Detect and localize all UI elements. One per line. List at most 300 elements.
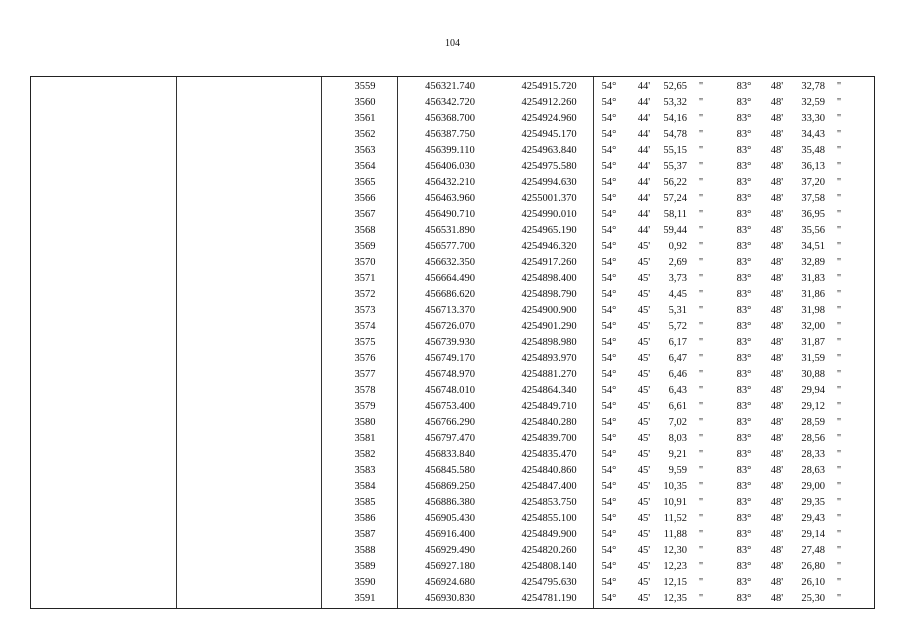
latitude-seconds-mark: " (698, 513, 704, 524)
longitude-degrees: 83° (736, 129, 752, 140)
point-number: 3576 (354, 353, 376, 364)
longitude-seconds-mark: " (836, 289, 842, 300)
longitude-degrees: 83° (736, 593, 752, 604)
longitude-minutes: 48' (770, 209, 784, 220)
latitude-minutes: 45' (637, 241, 651, 252)
x-coordinate: 456632.350 (425, 257, 475, 268)
point-number: 3561 (354, 113, 376, 124)
longitude-degrees: 83° (736, 161, 752, 172)
longitude-seconds: 29,43 (801, 513, 825, 524)
longitude-seconds-mark: " (836, 209, 842, 220)
latitude-degrees: 54° (601, 145, 617, 156)
longitude-seconds: 34,43 (801, 129, 825, 140)
longitude-seconds: 32,59 (801, 97, 825, 108)
longitude-degrees: 83° (736, 529, 752, 540)
x-coordinate: 456886.380 (425, 497, 475, 508)
longitude-seconds-mark: " (836, 241, 842, 252)
latitude-minutes: 45' (637, 561, 651, 572)
latitude-degrees: 54° (601, 353, 617, 364)
latitude-degrees: 54° (601, 241, 617, 252)
longitude-seconds: 33,30 (801, 113, 825, 124)
longitude-degrees: 83° (736, 577, 752, 588)
latitude-seconds-mark: " (698, 593, 704, 604)
x-coordinate: 456664.490 (425, 273, 475, 284)
y-coordinate: 4254849.710 (521, 401, 577, 412)
longitude-minutes: 48' (770, 513, 784, 524)
latitude-minutes: 44' (637, 209, 651, 220)
latitude-seconds-mark: " (698, 433, 704, 444)
x-coordinate: 456399.110 (425, 145, 475, 156)
longitude-minutes: 48' (770, 337, 784, 348)
longitude-seconds-mark: " (836, 481, 842, 492)
latitude-seconds: 5,72 (668, 321, 687, 332)
longitude-seconds-mark: " (836, 433, 842, 444)
latitude-seconds: 6,47 (668, 353, 687, 364)
longitude-seconds: 31,98 (801, 305, 825, 316)
latitude-seconds: 10,91 (663, 497, 687, 508)
y-coordinate: 4254847.400 (521, 481, 577, 492)
latitude-minutes: 45' (637, 369, 651, 380)
x-coordinate: 456927.180 (425, 561, 475, 572)
latitude-seconds: 54,78 (663, 129, 687, 140)
x-coordinate: 456905.430 (425, 513, 475, 524)
longitude-degrees: 83° (736, 209, 752, 220)
latitude-seconds: 12,35 (663, 593, 687, 604)
y-coordinate: 4254898.400 (521, 273, 577, 284)
longitude-degrees: 83° (736, 561, 752, 572)
longitude-seconds-mark: " (836, 113, 842, 124)
x-coordinate: 456748.970 (425, 369, 475, 380)
point-number: 3590 (354, 577, 376, 588)
table-row (31, 303, 874, 319)
y-coordinate: 4254945.170 (521, 129, 577, 140)
longitude-degrees: 83° (736, 305, 752, 316)
longitude-minutes: 48' (770, 177, 784, 188)
longitude-seconds-mark: " (836, 225, 842, 236)
table-row (31, 207, 874, 223)
latitude-seconds-mark: " (698, 417, 704, 428)
y-coordinate: 4254840.280 (521, 417, 577, 428)
longitude-seconds-mark: " (836, 417, 842, 428)
longitude-seconds: 26,80 (801, 561, 825, 572)
longitude-minutes: 48' (770, 529, 784, 540)
longitude-degrees: 83° (736, 369, 752, 380)
table-row (31, 431, 874, 447)
point-number: 3588 (354, 545, 376, 556)
longitude-seconds: 26,10 (801, 577, 825, 588)
latitude-degrees: 54° (601, 545, 617, 556)
y-coordinate: 4254820.260 (521, 545, 577, 556)
longitude-minutes: 48' (770, 129, 784, 140)
longitude-degrees: 83° (736, 385, 752, 396)
longitude-minutes: 48' (770, 561, 784, 572)
longitude-seconds: 36,13 (801, 161, 825, 172)
latitude-degrees: 54° (601, 481, 617, 492)
latitude-seconds: 55,15 (663, 145, 687, 156)
y-coordinate: 4254864.340 (521, 385, 577, 396)
longitude-degrees: 83° (736, 465, 752, 476)
longitude-minutes: 48' (770, 369, 784, 380)
latitude-degrees: 54° (601, 401, 617, 412)
longitude-degrees: 83° (736, 433, 752, 444)
latitude-degrees: 54° (601, 465, 617, 476)
longitude-degrees: 83° (736, 241, 752, 252)
x-coordinate: 456531.890 (425, 225, 475, 236)
latitude-seconds: 12,15 (663, 577, 687, 588)
longitude-minutes: 48' (770, 241, 784, 252)
latitude-minutes: 44' (637, 145, 651, 156)
latitude-degrees: 54° (601, 177, 617, 188)
table-row (31, 223, 874, 239)
latitude-seconds-mark: " (698, 305, 704, 316)
latitude-minutes: 44' (637, 129, 651, 140)
longitude-seconds-mark: " (836, 273, 842, 284)
table-row (31, 239, 874, 255)
latitude-minutes: 44' (637, 177, 651, 188)
longitude-degrees: 83° (736, 337, 752, 348)
point-number: 3574 (354, 321, 376, 332)
longitude-seconds-mark: " (836, 497, 842, 508)
latitude-seconds-mark: " (698, 353, 704, 364)
latitude-minutes: 45' (637, 273, 651, 284)
point-number: 3564 (354, 161, 376, 172)
longitude-degrees: 83° (736, 289, 752, 300)
latitude-minutes: 44' (637, 113, 651, 124)
point-number: 3571 (354, 273, 376, 284)
longitude-minutes: 48' (770, 273, 784, 284)
longitude-seconds: 31,86 (801, 289, 825, 300)
table-row (31, 127, 874, 143)
longitude-seconds: 29,14 (801, 529, 825, 540)
longitude-degrees: 83° (736, 321, 752, 332)
table-row (31, 175, 874, 191)
point-number: 3566 (354, 193, 376, 204)
table-row (31, 543, 874, 559)
latitude-seconds-mark: " (698, 369, 704, 380)
table-row (31, 463, 874, 479)
longitude-minutes: 48' (770, 401, 784, 412)
longitude-minutes: 48' (770, 497, 784, 508)
latitude-seconds-mark: " (698, 193, 704, 204)
table-row (31, 319, 874, 335)
latitude-degrees: 54° (601, 161, 617, 172)
x-coordinate: 456924.680 (425, 577, 475, 588)
longitude-seconds-mark: " (836, 385, 842, 396)
latitude-minutes: 45' (637, 321, 651, 332)
point-number: 3559 (354, 81, 376, 92)
longitude-seconds: 28,63 (801, 465, 825, 476)
longitude-minutes: 48' (770, 257, 784, 268)
longitude-seconds-mark: " (836, 177, 842, 188)
longitude-minutes: 48' (770, 385, 784, 396)
x-coordinate: 456833.840 (425, 449, 475, 460)
point-number: 3560 (354, 97, 376, 108)
x-coordinate: 456686.620 (425, 289, 475, 300)
longitude-seconds: 28,59 (801, 417, 825, 428)
y-coordinate: 4254901.290 (521, 321, 577, 332)
longitude-minutes: 48' (770, 97, 784, 108)
x-coordinate: 456749.170 (425, 353, 475, 364)
x-coordinate: 456766.290 (425, 417, 475, 428)
longitude-minutes: 48' (770, 545, 784, 556)
latitude-degrees: 54° (601, 337, 617, 348)
latitude-degrees: 54° (601, 513, 617, 524)
longitude-seconds: 30,88 (801, 369, 825, 380)
point-number: 3573 (354, 305, 376, 316)
y-coordinate: 4254915.720 (521, 81, 577, 92)
point-number: 3570 (354, 257, 376, 268)
longitude-degrees: 83° (736, 225, 752, 236)
table-row (31, 79, 874, 95)
point-number: 3569 (354, 241, 376, 252)
latitude-minutes: 45' (637, 593, 651, 604)
x-coordinate: 456797.470 (425, 433, 475, 444)
latitude-seconds-mark: " (698, 497, 704, 508)
latitude-seconds-mark: " (698, 529, 704, 540)
longitude-seconds: 29,00 (801, 481, 825, 492)
latitude-minutes: 45' (637, 417, 651, 428)
longitude-seconds-mark: " (836, 81, 842, 92)
y-coordinate: 4254893.970 (521, 353, 577, 364)
latitude-seconds-mark: " (698, 97, 704, 108)
longitude-seconds-mark: " (836, 545, 842, 556)
longitude-minutes: 48' (770, 81, 784, 92)
y-coordinate: 4254853.750 (521, 497, 577, 508)
longitude-seconds: 25,30 (801, 593, 825, 604)
latitude-minutes: 44' (637, 161, 651, 172)
longitude-seconds: 32,00 (801, 321, 825, 332)
latitude-seconds-mark: " (698, 225, 704, 236)
x-coordinate: 456490.710 (425, 209, 475, 220)
latitude-seconds: 6,61 (668, 401, 687, 412)
latitude-seconds: 55,37 (663, 161, 687, 172)
point-number: 3583 (354, 465, 376, 476)
latitude-minutes: 45' (637, 545, 651, 556)
x-coordinate: 456930.830 (425, 593, 475, 604)
latitude-minutes: 45' (637, 385, 651, 396)
latitude-seconds: 6,17 (668, 337, 687, 348)
longitude-degrees: 83° (736, 177, 752, 188)
latitude-minutes: 45' (637, 305, 651, 316)
point-number: 3565 (354, 177, 376, 188)
x-coordinate: 456387.750 (425, 129, 475, 140)
latitude-degrees: 54° (601, 289, 617, 300)
point-number: 3567 (354, 209, 376, 220)
latitude-seconds: 10,35 (663, 481, 687, 492)
latitude-seconds: 52,65 (663, 81, 687, 92)
longitude-minutes: 48' (770, 113, 784, 124)
table-row (31, 479, 874, 495)
y-coordinate: 4254946.320 (521, 241, 577, 252)
latitude-seconds-mark: " (698, 545, 704, 556)
y-coordinate: 4255001.370 (521, 193, 577, 204)
latitude-seconds: 9,59 (668, 465, 687, 476)
latitude-seconds: 53,32 (663, 97, 687, 108)
latitude-seconds-mark: " (698, 321, 704, 332)
point-number: 3580 (354, 417, 376, 428)
y-coordinate: 4254835.470 (521, 449, 577, 460)
longitude-minutes: 48' (770, 593, 784, 604)
latitude-degrees: 54° (601, 305, 617, 316)
latitude-minutes: 44' (637, 97, 651, 108)
table-row (31, 159, 874, 175)
longitude-degrees: 83° (736, 273, 752, 284)
latitude-degrees: 54° (601, 209, 617, 220)
latitude-degrees: 54° (601, 369, 617, 380)
latitude-degrees: 54° (601, 257, 617, 268)
table-row (31, 271, 874, 287)
point-number: 3577 (354, 369, 376, 380)
latitude-seconds-mark: " (698, 145, 704, 156)
y-coordinate: 4254839.700 (521, 433, 577, 444)
latitude-degrees: 54° (601, 529, 617, 540)
latitude-seconds: 7,02 (668, 417, 687, 428)
longitude-seconds-mark: " (836, 529, 842, 540)
latitude-degrees: 54° (601, 593, 617, 604)
latitude-degrees: 54° (601, 113, 617, 124)
longitude-seconds-mark: " (836, 513, 842, 524)
x-coordinate: 456432.210 (425, 177, 475, 188)
point-number: 3575 (354, 337, 376, 348)
longitude-degrees: 83° (736, 513, 752, 524)
longitude-degrees: 83° (736, 97, 752, 108)
y-coordinate: 4254898.790 (521, 289, 577, 300)
latitude-minutes: 45' (637, 465, 651, 476)
table-row (31, 367, 874, 383)
table-row (31, 399, 874, 415)
latitude-seconds: 3,73 (668, 273, 687, 284)
latitude-degrees: 54° (601, 449, 617, 460)
longitude-seconds-mark: " (836, 593, 842, 604)
longitude-seconds-mark: " (836, 465, 842, 476)
table-row (31, 495, 874, 511)
latitude-minutes: 44' (637, 193, 651, 204)
x-coordinate: 456739.930 (425, 337, 475, 348)
longitude-seconds-mark: " (836, 305, 842, 316)
x-coordinate: 456463.960 (425, 193, 475, 204)
latitude-seconds-mark: " (698, 577, 704, 588)
latitude-minutes: 45' (637, 433, 651, 444)
latitude-seconds-mark: " (698, 337, 704, 348)
table-row (31, 591, 874, 607)
longitude-minutes: 48' (770, 225, 784, 236)
longitude-seconds: 32,89 (801, 257, 825, 268)
x-coordinate: 456916.400 (425, 529, 475, 540)
longitude-seconds: 36,95 (801, 209, 825, 220)
longitude-seconds: 29,35 (801, 497, 825, 508)
longitude-seconds-mark: " (836, 577, 842, 588)
x-coordinate: 456342.720 (425, 97, 475, 108)
x-coordinate: 456321.740 (425, 81, 475, 92)
point-number: 3582 (354, 449, 376, 460)
latitude-seconds-mark: " (698, 113, 704, 124)
longitude-minutes: 48' (770, 417, 784, 428)
y-coordinate: 4254900.900 (521, 305, 577, 316)
longitude-seconds-mark: " (836, 353, 842, 364)
y-coordinate: 4254994.630 (521, 177, 577, 188)
longitude-minutes: 48' (770, 433, 784, 444)
table-row (31, 351, 874, 367)
point-number: 3587 (354, 529, 376, 540)
y-coordinate: 4254781.190 (521, 593, 577, 604)
longitude-minutes: 48' (770, 353, 784, 364)
longitude-degrees: 83° (736, 481, 752, 492)
latitude-seconds-mark: " (698, 209, 704, 220)
y-coordinate: 4254975.580 (521, 161, 577, 172)
point-number: 3586 (354, 513, 376, 524)
latitude-seconds: 12,30 (663, 545, 687, 556)
longitude-seconds-mark: " (836, 369, 842, 380)
latitude-seconds: 8,03 (668, 433, 687, 444)
point-number: 3572 (354, 289, 376, 300)
latitude-degrees: 54° (601, 129, 617, 140)
latitude-seconds: 9,21 (668, 449, 687, 460)
longitude-degrees: 83° (736, 113, 752, 124)
longitude-seconds: 27,48 (801, 545, 825, 556)
longitude-degrees: 83° (736, 353, 752, 364)
latitude-degrees: 54° (601, 225, 617, 236)
table-row (31, 415, 874, 431)
table-row (31, 95, 874, 111)
y-coordinate: 4254990.010 (521, 209, 577, 220)
longitude-minutes: 48' (770, 145, 784, 156)
longitude-seconds-mark: " (836, 449, 842, 460)
point-number: 3591 (354, 593, 376, 604)
latitude-seconds: 2,69 (668, 257, 687, 268)
longitude-seconds-mark: " (836, 193, 842, 204)
latitude-degrees: 54° (601, 321, 617, 332)
latitude-seconds: 6,43 (668, 385, 687, 396)
latitude-minutes: 45' (637, 257, 651, 268)
latitude-seconds-mark: " (698, 289, 704, 300)
longitude-seconds-mark: " (836, 129, 842, 140)
table-row (31, 335, 874, 351)
longitude-seconds: 32,78 (801, 81, 825, 92)
longitude-seconds-mark: " (836, 561, 842, 572)
table-row (31, 255, 874, 271)
longitude-seconds: 28,56 (801, 433, 825, 444)
longitude-minutes: 48' (770, 289, 784, 300)
longitude-minutes: 48' (770, 481, 784, 492)
latitude-seconds: 59,44 (663, 225, 687, 236)
longitude-minutes: 48' (770, 321, 784, 332)
longitude-seconds-mark: " (836, 145, 842, 156)
y-coordinate: 4254912.260 (521, 97, 577, 108)
latitude-seconds: 11,52 (663, 513, 687, 524)
longitude-seconds: 34,51 (801, 241, 825, 252)
latitude-seconds: 56,22 (663, 177, 687, 188)
longitude-minutes: 48' (770, 193, 784, 204)
latitude-seconds-mark: " (698, 241, 704, 252)
longitude-seconds: 31,87 (801, 337, 825, 348)
latitude-degrees: 54° (601, 273, 617, 284)
longitude-seconds: 31,59 (801, 353, 825, 364)
longitude-degrees: 83° (736, 401, 752, 412)
latitude-seconds-mark: " (698, 561, 704, 572)
longitude-seconds: 31,83 (801, 273, 825, 284)
longitude-minutes: 48' (770, 465, 784, 476)
coordinates-table (30, 76, 875, 609)
y-coordinate: 4254881.270 (521, 369, 577, 380)
latitude-seconds: 6,46 (668, 369, 687, 380)
x-coordinate: 456406.030 (425, 161, 475, 172)
latitude-minutes: 44' (637, 225, 651, 236)
longitude-degrees: 83° (736, 449, 752, 460)
latitude-seconds-mark: " (698, 257, 704, 268)
longitude-seconds-mark: " (836, 161, 842, 172)
longitude-seconds-mark: " (836, 97, 842, 108)
table-row (31, 447, 874, 463)
